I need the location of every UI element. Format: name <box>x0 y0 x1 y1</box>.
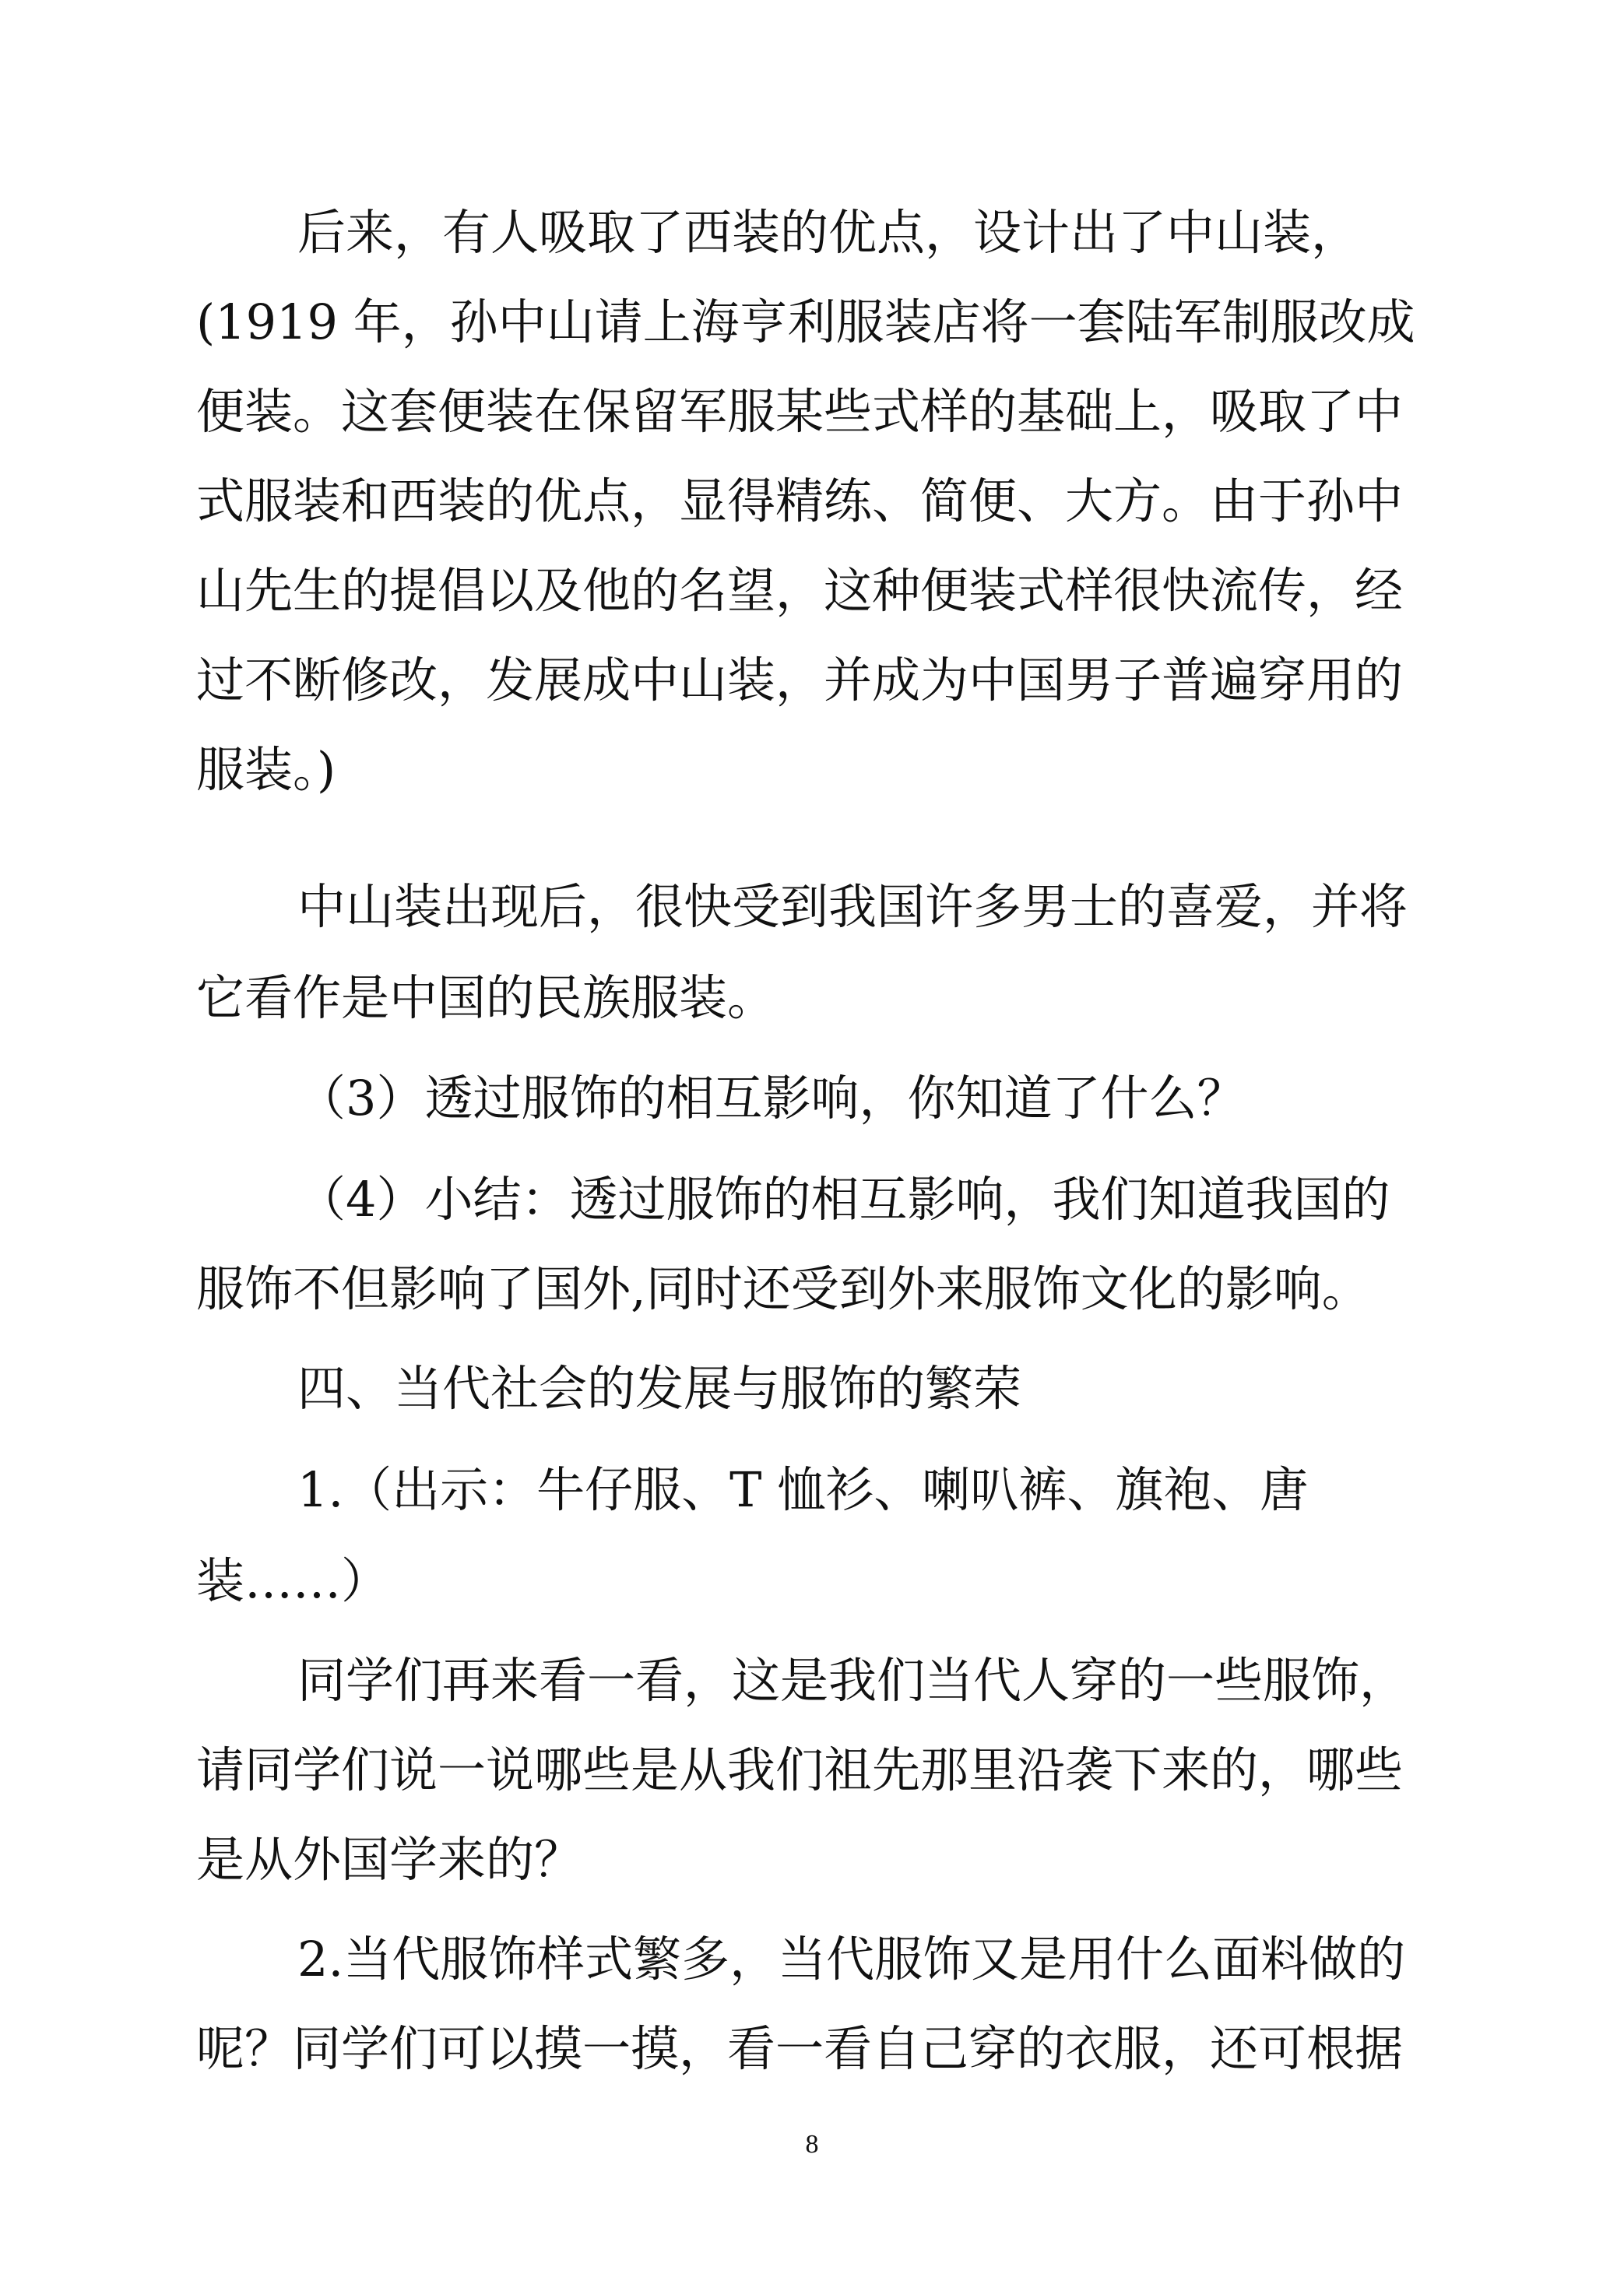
page-number: 8 <box>805 2130 819 2159</box>
text-line: 装……） <box>196 1552 390 1609</box>
text-line: 同学们再来看一看，这是我们当代人穿的一些服饰， <box>297 1652 1408 1709</box>
section-heading: 四、当代社会的发展与服饰的繁荣 <box>297 1360 1022 1417</box>
text-line: 后来，有人吸取了西装的优点，设计出了中山装， <box>297 204 1360 261</box>
text-line: 服饰不但影响了国外,同时还受到外来服饰文化的影响。 <box>196 1260 1370 1317</box>
text-line: 呢？同学们可以摸一摸，看一看自己穿的衣服，还可根据 <box>196 2020 1404 2077</box>
text-line: （4）小结：透过服饰的相互影响，我们知道我国的 <box>297 1171 1390 1228</box>
text-line: (1919 年，孙中山请上海亨利服装店将一套陆军制服改成 <box>196 293 1415 350</box>
text-line: （3）透过服饰的相互影响，你知道了什么？ <box>297 1070 1246 1126</box>
text-line: 山先生的提倡以及他的名望，这种便装式样很快流传，经 <box>196 562 1404 619</box>
text-line: 过不断修改，发展成中山装，并成为中国男子普遍穿用的 <box>196 652 1404 708</box>
text-line: 是从外国学来的？ <box>196 1831 583 1888</box>
text-line: 式服装和西装的优点，显得精练、简便、大方。由于孙中 <box>196 473 1404 529</box>
text-line: 服装。) <box>196 741 336 798</box>
text-line: 便装。这套便装在保留军服某些式样的基础上，吸取了中 <box>196 383 1404 440</box>
text-line: 2.当代服饰样式繁多，当代服饰又是用什么面料做的 <box>297 1931 1406 1987</box>
text-line: 请同学们说一说哪些是从我们祖先那里沿袭下来的，哪些 <box>196 1741 1404 1798</box>
text-line: 中山装出现后，很快受到我国许多男士的喜爱，并将 <box>297 878 1408 935</box>
text-line: 它看作是中国的民族服装。 <box>196 969 776 1026</box>
text-line: 1.（出示：牛仔服、T 恤衫、喇叭裤、旗袍、唐 <box>297 1461 1309 1518</box>
